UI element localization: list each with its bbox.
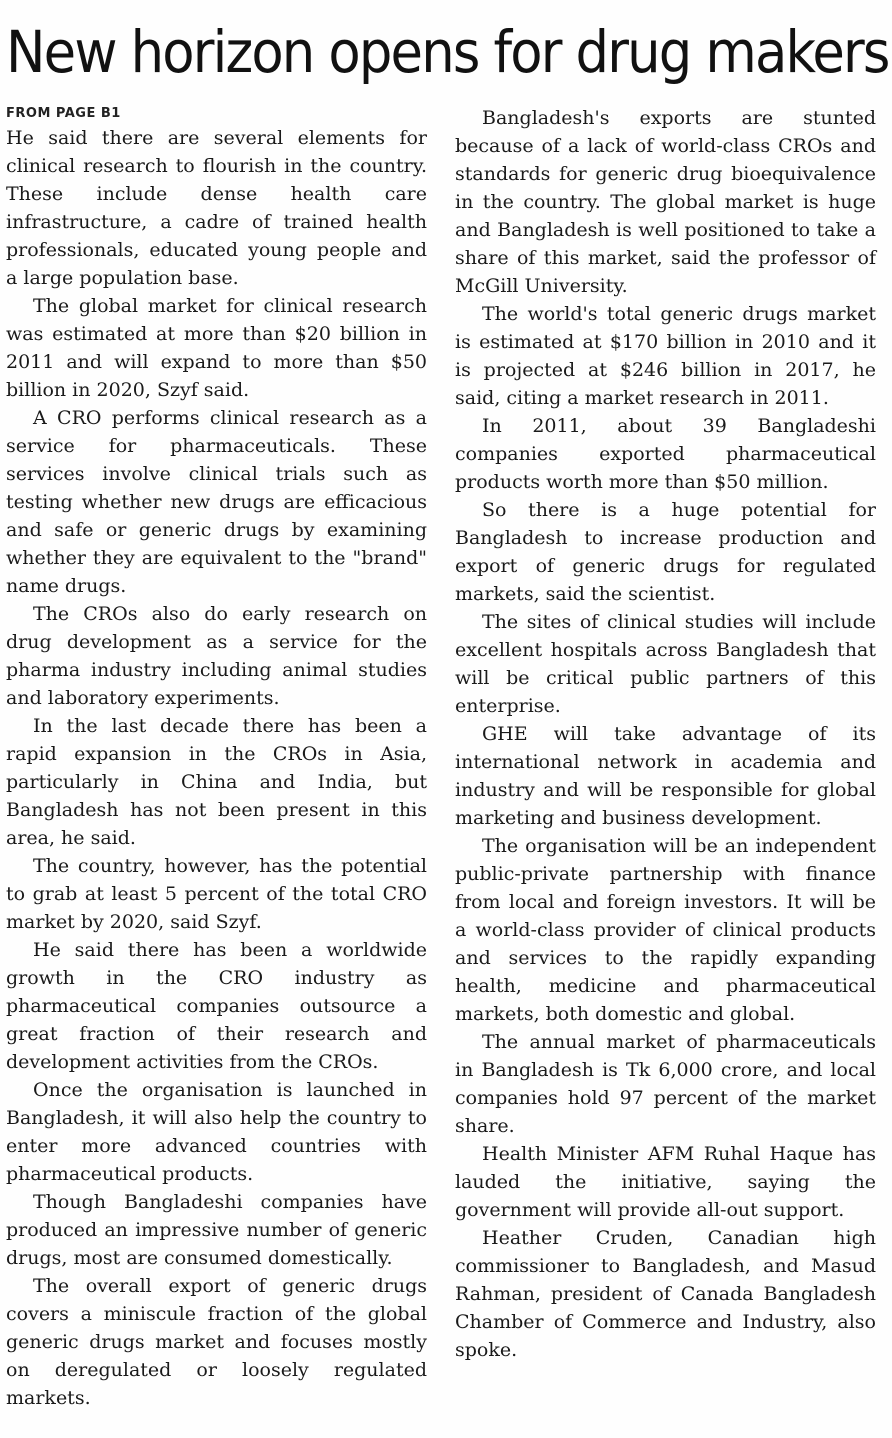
paragraph: Health Minister AFM Ruhal Haque has lauded the initiative, saying the government will provide all-out support. <box>455 1143 876 1221</box>
paragraph: GHE will take advantage of its international network in academia and industry and will be responsible for global marketing and business development. <box>455 723 876 829</box>
headline: New horizon opens for drug makers <box>6 18 889 86</box>
paragraph: The country, however, has the potential to grab at least 5 percent of the total CRO market by 2020, said Szyf. <box>6 855 427 933</box>
paragraph: So there is a huge potential for Bangladesh to increase production and export of generic drugs for regulated markets, said the scientist. <box>455 499 876 605</box>
paragraph: The sites of clinical studies will include excellent hospitals across Bangladesh that will be critical public partners of this enterprise. <box>455 611 876 717</box>
paragraph: Once the organisation is launched in Bangladesh, it will also help the country to enter more advanced countries with pharmaceutical products. <box>6 1079 427 1185</box>
paragraph: The global market for clinical research was estimated at more than $20 billion in 2011 and will expand to more than $50 billion in 2020, Szyf said. <box>6 295 427 401</box>
paragraph: Heather Cruden, Canadian high commissioner to Bangladesh, and Masud Rahman, president of Canada Bangladesh Chamber of Commerce and Industry, also spoke. <box>455 1227 876 1361</box>
paragraph: Bangladesh's exports are stunted because of a lack of world-class CROs and standards for generic drug bioequivalence in the country. The global market is huge and Bangladesh is well positioned to take a share of this market, said the professor of McGill University. <box>455 107 876 297</box>
left-column <box>6 104 427 1412</box>
dateline: FROM PAGE B1 <box>6 106 121 121</box>
paragraph: A CRO performs clinical research as a service for pharmaceuticals. These services involve clinical trials such as testing whether new drugs are efficacious and safe or generic drugs by examining whether they are equivalent to the "brand" name drugs. <box>6 407 427 597</box>
paragraph: In the last decade there has been a rapid expansion in the CROs in Asia, particularly in China and India, but Bangladesh has not been present in this area, he said. <box>6 715 427 849</box>
paragraph: He said there has been a worldwide growth in the CRO industry as pharmaceutical companies outsource a great fraction of their research and development activities from the CROs. <box>6 939 427 1073</box>
paragraph: In 2011, about 39 Bangladeshi companies exported pharmaceutical products worth more than $50 million. <box>455 415 876 493</box>
paragraph: He said there are several elements for clinical research to flourish in the country. These include dense health care infrastructure, a cadre of trained health professionals, educated young people and a large population base. <box>6 127 427 289</box>
paragraph: Though Bangladeshi companies have produced an impressive number of generic drugs, most are consumed domestically. <box>6 1191 427 1269</box>
paragraph: The annual market of pharmaceuticals in Bangladesh is Tk 6,000 crore, and local companies hold 97 percent of the market share. <box>455 1031 876 1137</box>
paragraph: The world's total generic drugs market is estimated at $170 billion in 2010 and it is projected at $246 billion in 2017, he said, citing a market research in 2011. <box>455 303 876 409</box>
paragraph: The overall export of generic drugs covers a miniscule fraction of the global generic drugs market and focuses mostly on deregulated or loosely regulated markets. <box>6 1275 427 1409</box>
paragraph: The organisation will be an independent public-private partnership with finance from local and foreign investors. It will be a world-class provider of clinical products and services to the rapidly expanding health, medicine and pharmaceutical markets, both domestic and global. <box>455 835 876 1025</box>
right-column <box>455 104 876 1364</box>
paragraph: The CROs also do early research on drug development as a service for the pharma industry including animal studies and laboratory experiments. <box>6 603 427 709</box>
